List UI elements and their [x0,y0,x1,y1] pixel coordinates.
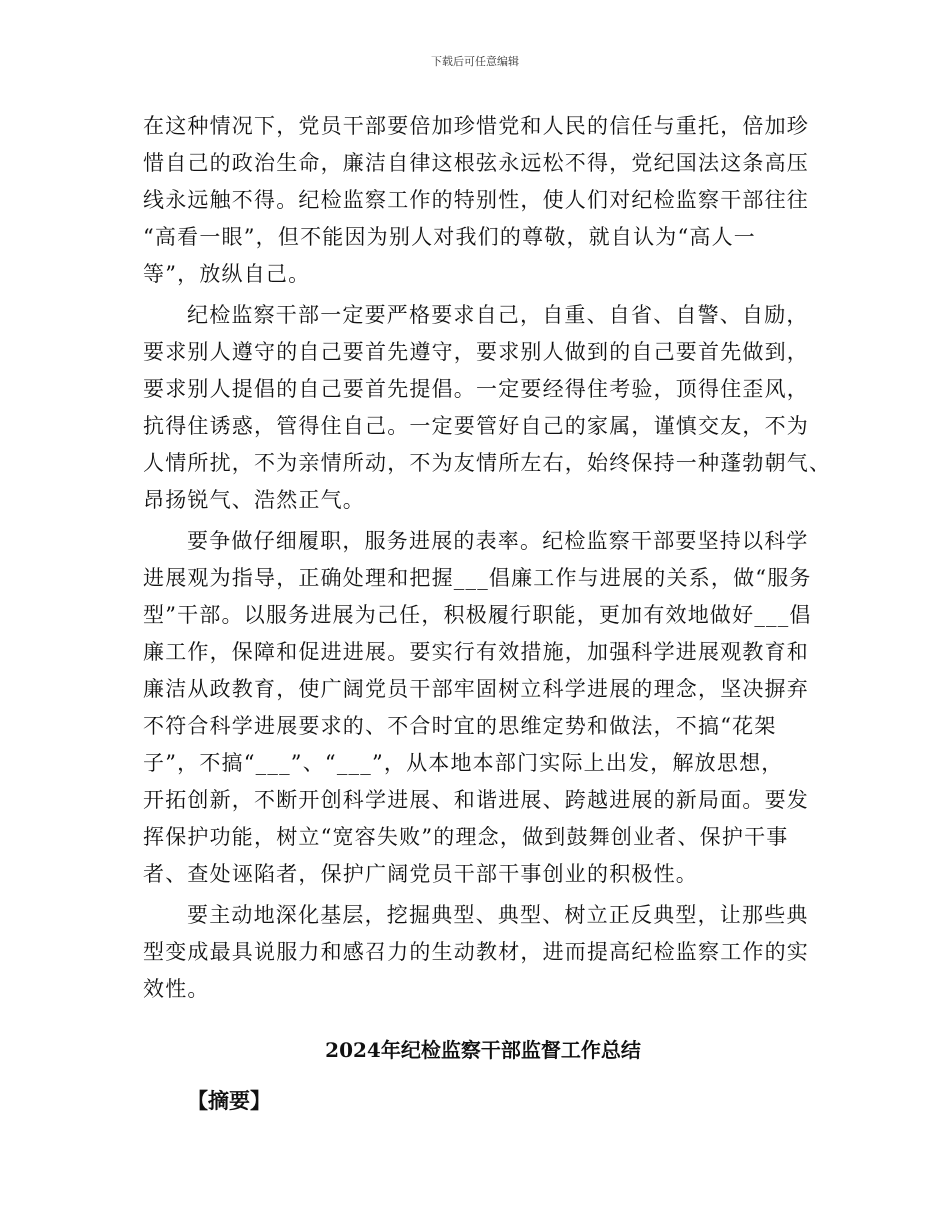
text-line: 子”，不搞“___”、“___”，从本地本部门实际上出发，解放思想， [143,751,784,775]
paragraph-4 [143,897,823,1008]
text-line: 要求别人提倡的自己要首先提倡。一定要经得住考验，顶得住歪风， [143,377,809,401]
text-line: 要主动地深化基层，挖掘典型、典型、树立正反典型，让那些典 [187,903,809,927]
document-body [143,108,832,1119]
text-line: 者、查处诬陷者，保护广阔党员干部干事创业的积极性。 [143,862,698,886]
paragraph-3 [143,523,823,893]
text-line: 型”干部。以服务进展为己任，积极履行职能，更加有效地做好___倡 [143,603,812,627]
paragraph-2 [143,297,832,519]
text-line: 效性。 [143,977,210,1001]
text-line: 抗得住诱惑，管得住自己。一定要管好自己的家属，谨慎交友，不为 [143,414,809,438]
text-line: 进展观为指导，正确处理和把握___倡廉工作与进展的关系，做“服务 [143,566,812,590]
paragraph-1 [143,108,823,293]
text-line: 要争做仔细履职，服务进展的表率。纪检监察干部要坚持以科学 [187,529,809,553]
text-line: 人情所扰，不为亲情所动，不为友情所左右，始终保持一种蓬勃朝气、 [143,451,832,475]
text-line: 型变成最具说服力和感召力的生动教材，进而提高纪检监察工作的实 [143,940,809,964]
text-line: 纪检监察干部一定要严格要求自己，自重、自省、自警、自励， [187,303,809,327]
section-title: 2024年纪检监察干部监督工作总结 [325,1038,641,1062]
text-line: 挥保护功能，树立“宽容失败”的理念，做到鼓舞创业者、保护干事 [143,825,789,849]
text-line: 昂扬锐气、浩然正气。 [143,488,365,512]
text-line: 要求别人遵守的自己要首先遵守，要求别人做到的自己要首先做到， [143,340,809,364]
text-line: 惜自己的政治生命，廉洁自律这根弦永远松不得，党纪国法这条高压 [143,151,809,175]
text-line: 等”，放纵自己。 [143,262,311,286]
text-line: 不符合科学进展要求的、不合时宜的思维定势和做法，不搞“花架 [143,714,777,738]
text-line: 廉工作，保障和促进进展。要实行有效措施，加强科学进展观教育和 [143,640,809,664]
text-line: 开拓创新，不断开创科学进展、和谐进展、跨越进展的新局面。要发 [143,788,809,812]
header-note: 下载后可任意编辑 [431,55,519,68]
text-line: “高看一眼”，但不能因为别人对我们的尊敬，就自认为“高人一 [143,225,757,249]
text-line: 在这种情况下，党员干部要倍加珍惜党和人民的信任与重托，倍加珍 [143,114,809,138]
text-line: 廉洁从政教育，使广阔党员干部牢固树立科学进展的理念，坚决摒弃 [143,677,809,701]
abstract-label: 【摘要】 [187,1088,271,1113]
text-line: 线永远触不得。纪检监察工作的特别性，使人们对纪检监察干部往往 [143,188,809,212]
